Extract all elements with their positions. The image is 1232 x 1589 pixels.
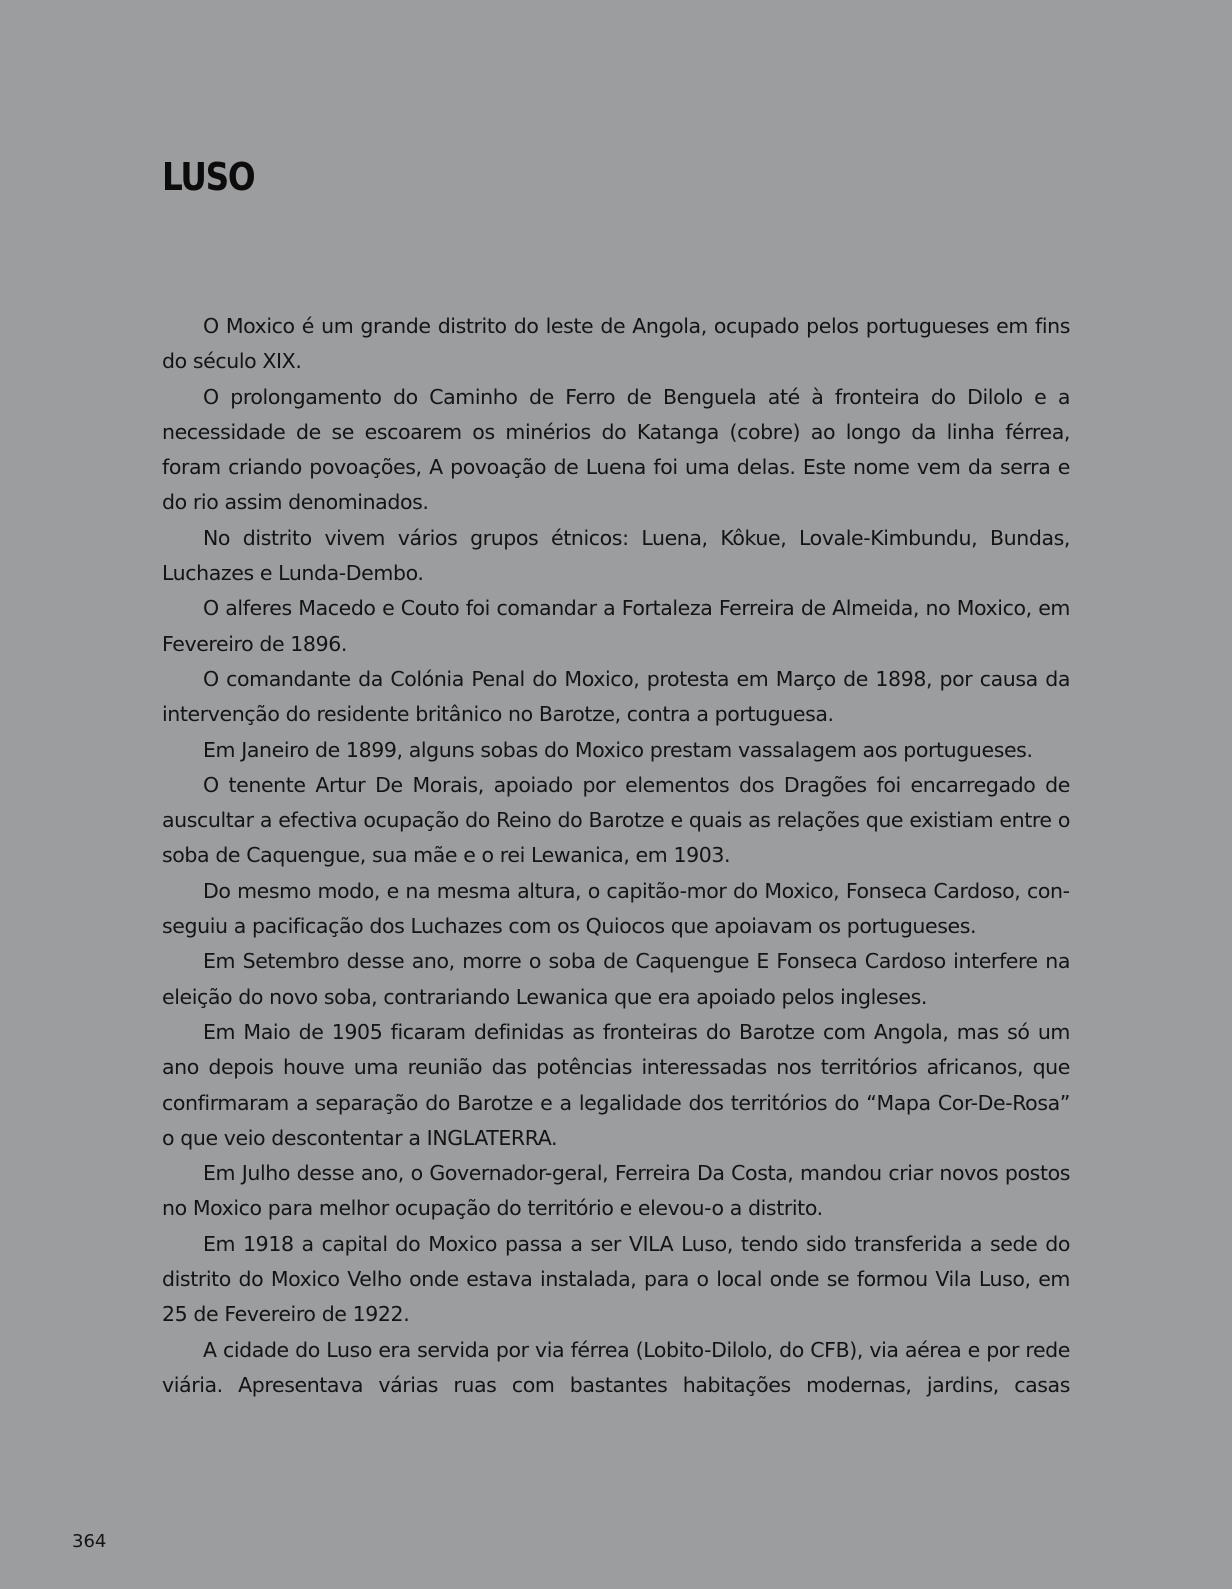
- paragraph: A cidade do Luso era servida por via férrea (Lobito-Dilolo, do CFB), via aérea e por rede viária. Apresentava várias ruas com bastantes habitações modernas, jardins, casas: [162, 1337, 1070, 1397]
- paragraph: Em Janeiro de 1899, alguns sobas do Moxico prestam vassalagem aos portugueses.: [203, 737, 1033, 762]
- body-text: [162, 309, 1070, 1403]
- page-number: 364: [72, 1531, 107, 1552]
- paragraph: O comandante da Colónia Penal do Moxico, protesta em Março de 1898, por causa da intervenção do residente britânico no Barotze, contra a portuguesa.: [162, 666, 1070, 727]
- paragraph: O tenente Artur De Morais, apoiado por elementos dos Dragões foi encarregado de auscultar a efectiva ocupação do Reino do Barotze e quais as relações que existiam entre o soba de Caquengue, sua mãe e o rei Lewanica, em 1903.: [162, 772, 1070, 868]
- paragraph: O alferes Macedo e Couto foi comandar a Fortaleza Ferreira de Almeida, no Moxico, em Fevereiro de 1896.: [162, 596, 1070, 656]
- paragraph: O Moxico é um grande distrito do leste de Angola, ocupado pelos portugueses em fins do século XIX.: [162, 314, 1070, 374]
- paragraph: No distrito vivem vários grupos étnicos: Luena, Kôkue, Lovale-Kimbundu, Bundas, Luchazes e Lunda-Dembo.: [162, 525, 1070, 586]
- page-title: LUSO: [162, 155, 255, 199]
- paragraph: Em Julho desse ano, o Governador-geral, Ferreira Da Costa, mandou criar novos postos no Moxico para melhor ocupação do território e elevou-o a distrito.: [162, 1161, 1070, 1221]
- paragraph: Em 1918 a capital do Moxico passa a ser VILA Luso, tendo sido transferida a sede do distrito do Moxico Velho onde estava instalada, para o local onde se formou Vila Luso, em 25 de Fevereiro de 1922.: [162, 1231, 1070, 1327]
- paragraph: O prolongamento do Caminho de Ferro de Benguela até à fronteira do Dilolo e a necessidade de se escoarem os minérios do Katanga (cobre) ao longo da linha férrea, foram criando povoações, A povoação de Luena foi uma delas. Este nome vem da serra e do rio assim denominados.: [162, 384, 1070, 515]
- paragraph: Em Setembro desse ano, morre o soba de Caquengue E Fonseca Cardoso interfere na eleição do novo soba, contrariando Lewanica que era apoiado pelos ingleses.: [162, 949, 1070, 1009]
- paragraph: Do mesmo modo, e na mesma altura, o capitão-mor do Moxico, Fonseca Cardoso, conseguiu a pacificação dos Luchazes com os Quiocos que apoiavam os portugueses.: [162, 878, 1070, 939]
- paragraph: Em Maio de 1905 ficaram definidas as fronteiras do Barotze com Angola, mas só um ano depois houve uma reunião das potências interessadas nos territórios africanos, que confirmaram a separação do Barotze e a legalidade dos territórios do “Mapa Cor-De-Rosa” o que veio descontentar a INGLATERRA.: [162, 1019, 1070, 1150]
